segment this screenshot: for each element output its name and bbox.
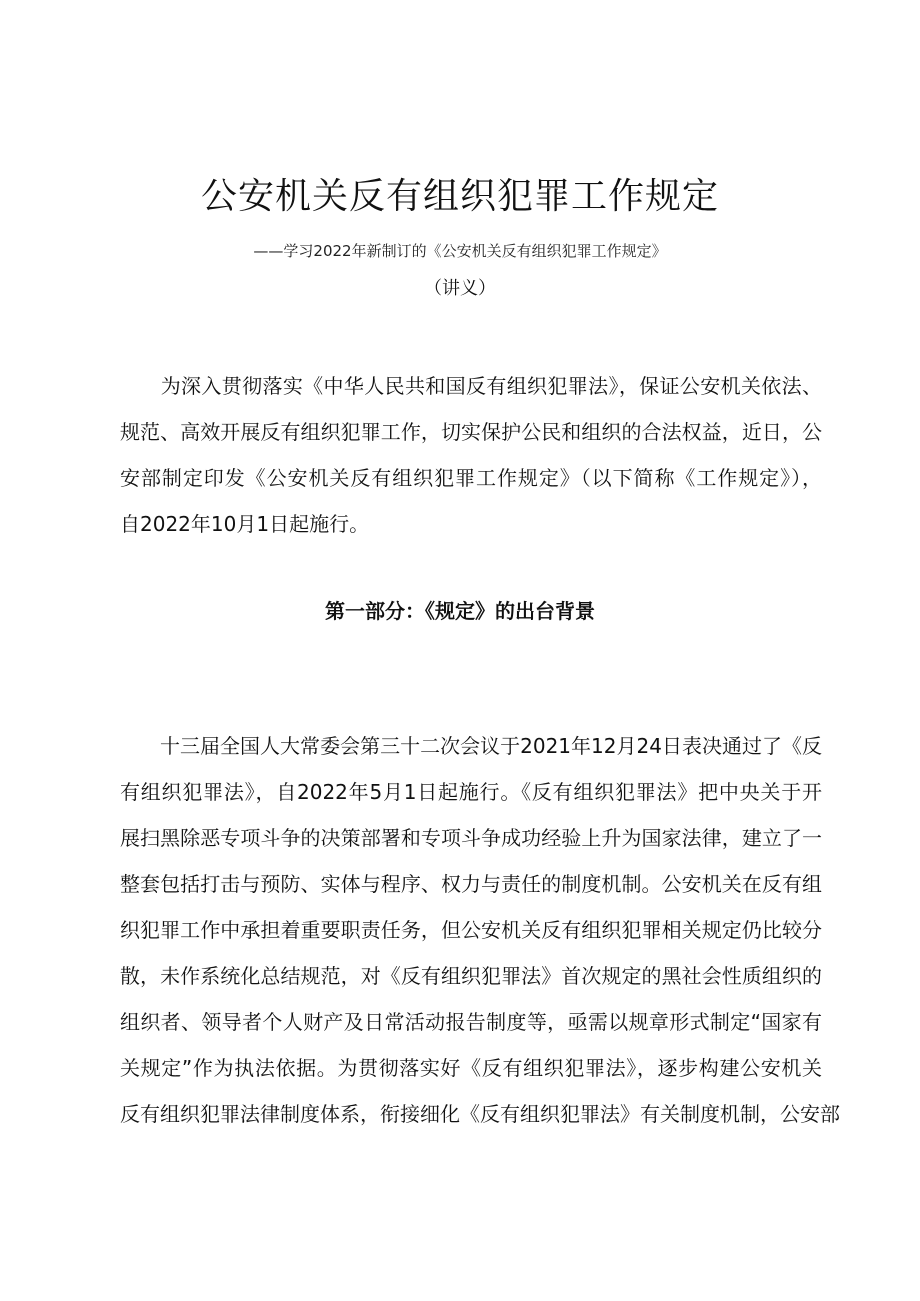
section1-line: 整套包括打击与预防、实体与程序、权力与责任的制度机制。公安机关在反有组 [120,872,822,896]
section1-line: 关规定”作为执法依据。为贯彻落实好《反有组织犯罪法》，逐步构建公安机关 [120,1056,822,1080]
section1-paragraph [120,723,840,1137]
section1-line: 展扫黑除恶专项斗争的决策部署和专项斗争成功经验上升为国家法律，建立了一 [120,826,822,850]
intro-paragraph [120,363,822,547]
section1-line: 组织者、领导者个人财产及日常活动报告制度等，亟需以规章形式制定“国家有 [120,1010,822,1034]
intro-line: 为深入贯彻落实《中华人民共和国反有组织犯罪法》，保证公安机关依法、 [120,374,822,398]
section1-line: 散，未作系统化总结规范，对《反有组织犯罪法》首次规定的黑社会性质组织的 [120,964,822,988]
document-note: （讲义） [424,278,496,299]
section1-line: 有组织犯罪法》，自2022年5月1日起施行。《反有组织犯罪法》把中央关于开 [120,780,822,804]
document-subtitle: ——学习2022年新制订的《公安机关反有组织犯罪工作规定》 [253,242,667,260]
intro-line: 安部制定印发《公安机关反有组织犯罪工作规定》（以下简称《工作规定》）， [120,466,822,490]
section-heading: 第一部分：《规定》的出台背景 [325,599,595,623]
intro-line: 规范、高效开展反有组织犯罪工作，切实保护公民和组织的合法权益，近日，公 [120,420,822,444]
section1-line: 织犯罪工作中承担着重要职责任务，但公安机关反有组织犯罪相关规定仍比较分 [120,918,822,942]
intro-line: 自2022年10月1日起施行。 [120,512,370,536]
section1-line: 反有组织犯罪法律制度体系，衔接细化《反有组织犯罪法》有关制度机制，公安部 [120,1102,840,1126]
document-title: 公安机关反有组织犯罪工作规定 [200,176,719,217]
section1-line: 十三届全国人大常委会第三十二次会议于2021年12月24日表决通过了《反 [120,734,822,758]
